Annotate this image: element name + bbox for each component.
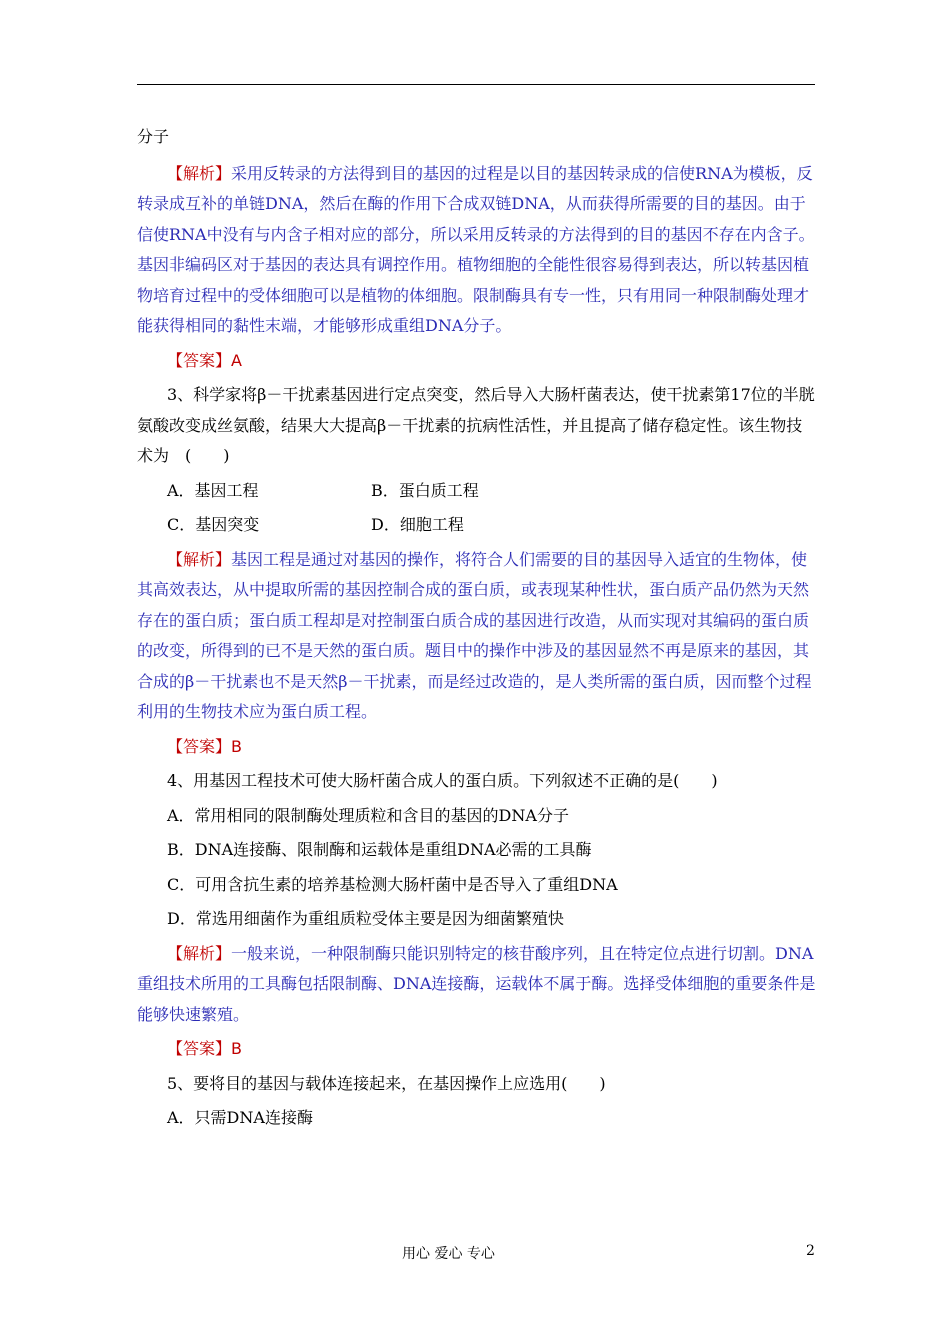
answer-value: B [231, 1039, 242, 1058]
answer-value: B [231, 736, 242, 756]
option-c: C．基因突变 [167, 515, 260, 534]
question-4-stem: 4、用基因工程技术可使大肠杆菌合成人的蛋白质。下列叙述不正确的是( ) [167, 771, 718, 790]
document-body [137, 122, 817, 1138]
analysis-tag: 【解析】 [167, 163, 232, 183]
analysis-paragraph [137, 545, 817, 728]
page-number: 2 [806, 1243, 815, 1259]
analysis-paragraph [137, 159, 817, 342]
answer-line [137, 732, 817, 763]
question-3-options-row-2 [137, 510, 817, 541]
top-fragment: 分子 [137, 127, 170, 146]
option-d: D．常选用细菌作为重组质粒受体主要是因为细菌繁殖快 [167, 909, 564, 928]
option-a: A．只需DNA连接酶 [167, 1108, 313, 1127]
analysis-text: 基因工程是通过对基因的操作，将符合人们需要的目的基因导入适宜的生物体，使其高效表达，从中提取所需的基因控制合成的蛋白质，或表现某种性状，蛋白质产品仍然为天然存在的蛋白质；蛋白质工程却是对控制蛋白质合成的基因进行改造，从而实现对其编码的蛋白质的改变，所得到的已不是天然的蛋白质。题目中的操作中涉及的基因显然不再是原来的基因，其合成的β－干扰素也不是天然β－干扰素，而是经过改造的，是人类所需的蛋白质，因而整个过程利用的生物技术应为蛋白质工程。 [137, 549, 812, 721]
answer-tag: 【答案】 [167, 1039, 232, 1058]
analysis-text: 采用反转录的方法得到目的基因的过程是以目的基因转录成的信使RNA为模板，反转录成互补的单链DNA，然后在酶的作用下合成双链DNA，从而获得所需要的目的基因。由于信使RNA中没有与内含子相对应的部分，所以采用反转录的方法得到的目的基因不存在内含子。基因非编码区对于基因的表达具有调控作用。植物细胞的全能性很容易得到表达，所以转基因植物培育过程中的受体细胞可以是植物的体细胞。限制酶具有专一性，只有用同一种限制酶处理才能获得相同的黏性末端，才能够形成重组DNA分子。 [137, 163, 815, 335]
option-b: B．DNA连接酶、限制酶和运载体是重组DNA必需的工具酶 [167, 840, 592, 859]
analysis-tag: 【解析】 [167, 549, 232, 569]
analysis-tag: 【解析】 [167, 943, 232, 963]
answer-line [137, 1034, 817, 1065]
analysis-text: 一般来说，一种限制酶只能识别特定的核苷酸序列，且在特定位点进行切割。DNA重组技术所用的工具酶包括限制酶、DNA连接酶，运载体不属于酶。选择受体细胞的重要条件是能够快速繁殖。 [137, 943, 816, 1024]
question-5-stem: 5、要将目的基因与载体连接起来，在基因操作上应选用( ) [167, 1073, 606, 1093]
question-3-options-row-1 [137, 476, 817, 507]
analysis-paragraph [137, 939, 817, 1031]
answer-line [137, 346, 817, 377]
option-c: C．可用含抗生素的培养基检测大肠杆菌中是否导入了重组DNA [167, 874, 618, 894]
option-a: A．常用相同的限制酶处理质粒和含目的基因的DNA分子 [167, 805, 569, 825]
answer-tag: 【答案】 [167, 736, 232, 756]
header-rule [137, 84, 815, 85]
answer-value: A [231, 350, 242, 370]
footer-slogan: 用心 爱心 专心 [402, 1246, 495, 1262]
option-b: B．蛋白质工程 [371, 480, 479, 500]
answer-tag: 【答案】 [167, 350, 232, 370]
question-3-stem: 3、科学家将β－干扰素基因进行定点突变，然后导入大肠杆菌表达，使干扰素第17位的半胱氨酸改变成丝氨酸，结果大大提高β－干扰素的抗病性活性，并且提高了储存稳定性。该生物技术为 ( ) [137, 385, 815, 465]
option-a: A．基因工程 [167, 480, 259, 500]
option-d: D．细胞工程 [371, 515, 464, 534]
